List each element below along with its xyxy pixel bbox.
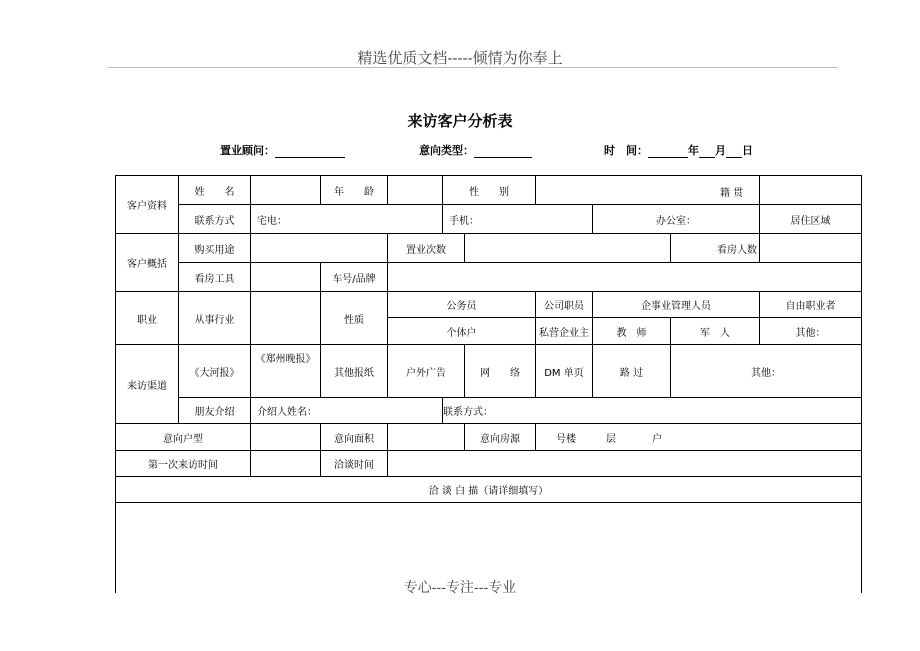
industry-input[interactable] — [251, 292, 321, 345]
option-other-paper[interactable]: 其他报纸 — [321, 345, 388, 398]
option-self-employed[interactable]: 个体户 — [388, 318, 536, 345]
viewing-transport-label: 看房工具 — [179, 263, 251, 292]
intended-listing-label: 意向房源 — [465, 424, 536, 451]
option-private-owner[interactable]: 私营企业主 — [536, 318, 593, 345]
section-occupation: 职业 — [116, 292, 179, 345]
table-row — [116, 205, 862, 234]
consultant-field — [220, 142, 345, 158]
option-freelancer[interactable]: 自由职业者 — [760, 292, 862, 318]
first-visit-time-label: 第一次来访时间 — [116, 451, 251, 477]
consultant-blank[interactable] — [275, 145, 345, 158]
viewing-transport-input[interactable] — [251, 263, 321, 292]
table-row — [116, 345, 862, 398]
table-row — [116, 398, 862, 424]
negotiation-time-label: 洽谈时间 — [321, 451, 388, 477]
gender-label: 性 别 — [443, 176, 536, 205]
mobile-field[interactable]: 手机： — [443, 205, 593, 234]
year-label: 年 — [688, 144, 699, 157]
day-blank[interactable] — [726, 145, 742, 158]
residence-area-label: 居住区域 — [760, 205, 862, 234]
name-label: 姓 名 — [179, 176, 251, 205]
intended-listing-field[interactable] — [536, 424, 862, 451]
purchase-times-input[interactable] — [465, 234, 671, 263]
option-zhengzhou-paper[interactable]: 《郑州晚报》 — [251, 345, 321, 398]
negotiation-notes-header: 洽 谈 白 描（请详细填写） — [116, 477, 862, 503]
plate-brand-input[interactable] — [388, 263, 862, 292]
intent-type-field — [419, 142, 532, 158]
referrer-contact-field[interactable]: 联系方式： — [443, 398, 862, 424]
negotiation-time-input[interactable] — [388, 451, 862, 477]
option-company-staff[interactable]: 公司职员 — [536, 292, 593, 318]
option-internet[interactable]: 网 络 — [465, 345, 536, 398]
unit-label: 户 — [652, 433, 662, 445]
option-outdoor-ad[interactable]: 户外广告 — [388, 345, 465, 398]
referrer-name-field[interactable]: 介绍人姓名： — [251, 398, 443, 424]
office-field[interactable]: 办公室： — [593, 205, 760, 234]
intended-area-label: 意向面积 — [321, 424, 388, 451]
age-label: 年 龄 — [321, 176, 388, 205]
name-input[interactable] — [251, 176, 321, 205]
option-civil-servant[interactable]: 公务员 — [388, 292, 536, 318]
form-table — [115, 175, 862, 593]
table-row — [116, 234, 862, 263]
home-phone-field[interactable]: 宅电： — [251, 205, 443, 234]
contact-method-label: 联系方式 — [179, 205, 251, 234]
footer-slogan: 专心---专注---专业 — [403, 580, 517, 596]
first-visit-time-input[interactable] — [251, 451, 321, 477]
plate-brand-label: 车号/品牌 — [321, 263, 388, 292]
table-row — [116, 292, 862, 318]
origin-input[interactable] — [719, 176, 862, 205]
day-label: 日 — [742, 144, 753, 157]
document-title: 来访客户分析表 — [407, 112, 513, 130]
option-dahe-paper[interactable]: 《大河报》 — [179, 345, 251, 398]
option-teacher[interactable]: 教 师 — [593, 318, 671, 345]
origin-label: 籍 贯 — [719, 188, 744, 199]
table-row — [116, 451, 862, 477]
nature-label: 性质 — [321, 292, 388, 345]
option-military[interactable]: 军 人 — [671, 318, 760, 345]
intended-unit-type-label: 意向户型 — [116, 424, 251, 451]
option-other-channel[interactable]: 其他： — [671, 345, 862, 398]
month-label: 月 — [715, 144, 726, 157]
intended-unit-type-input[interactable] — [251, 424, 321, 451]
floor-label: 层 — [606, 433, 616, 445]
option-passing-by[interactable]: 路 过 — [593, 345, 671, 398]
purchase-purpose-label: 购买用途 — [179, 234, 251, 263]
year-blank[interactable] — [648, 145, 688, 158]
header-banner: 精选优质文档-----倾情为你奉上 — [357, 49, 563, 67]
purchase-times-label: 置业次数 — [388, 234, 465, 263]
viewing-count-input[interactable] — [760, 234, 862, 263]
option-other-occupation[interactable]: 其他： — [760, 318, 862, 345]
visitor-analysis-form — [115, 175, 862, 577]
industry-label: 从事行业 — [179, 292, 251, 345]
consultant-label: 置业顾问： — [220, 144, 275, 157]
table-row — [116, 424, 862, 451]
purchase-purpose-input[interactable] — [251, 234, 388, 263]
time-field — [604, 142, 753, 158]
intent-type-label: 意向类型： — [419, 144, 474, 157]
table-row — [116, 176, 862, 205]
building-label: 号楼 — [556, 433, 576, 445]
month-blank[interactable] — [699, 145, 715, 158]
section-customer-overview: 客户概括 — [116, 234, 179, 292]
section-customer-info: 客户资料 — [116, 176, 179, 234]
time-label: 时 间： — [604, 144, 648, 157]
friend-referral-label: 朋友介绍 — [179, 398, 251, 424]
age-input[interactable] — [388, 176, 443, 205]
intended-area-input[interactable] — [388, 424, 465, 451]
intent-type-blank[interactable] — [474, 145, 532, 158]
table-row — [116, 477, 862, 503]
table-row — [116, 263, 862, 292]
option-dm-sheet[interactable]: DM 单页 — [536, 345, 593, 398]
option-enterprise-manager[interactable]: 企事业管理人员 — [593, 292, 760, 318]
header-divider — [108, 67, 838, 68]
viewing-count-label: 看房人数 — [671, 234, 760, 263]
section-channel: 来访渠道 — [116, 345, 179, 424]
